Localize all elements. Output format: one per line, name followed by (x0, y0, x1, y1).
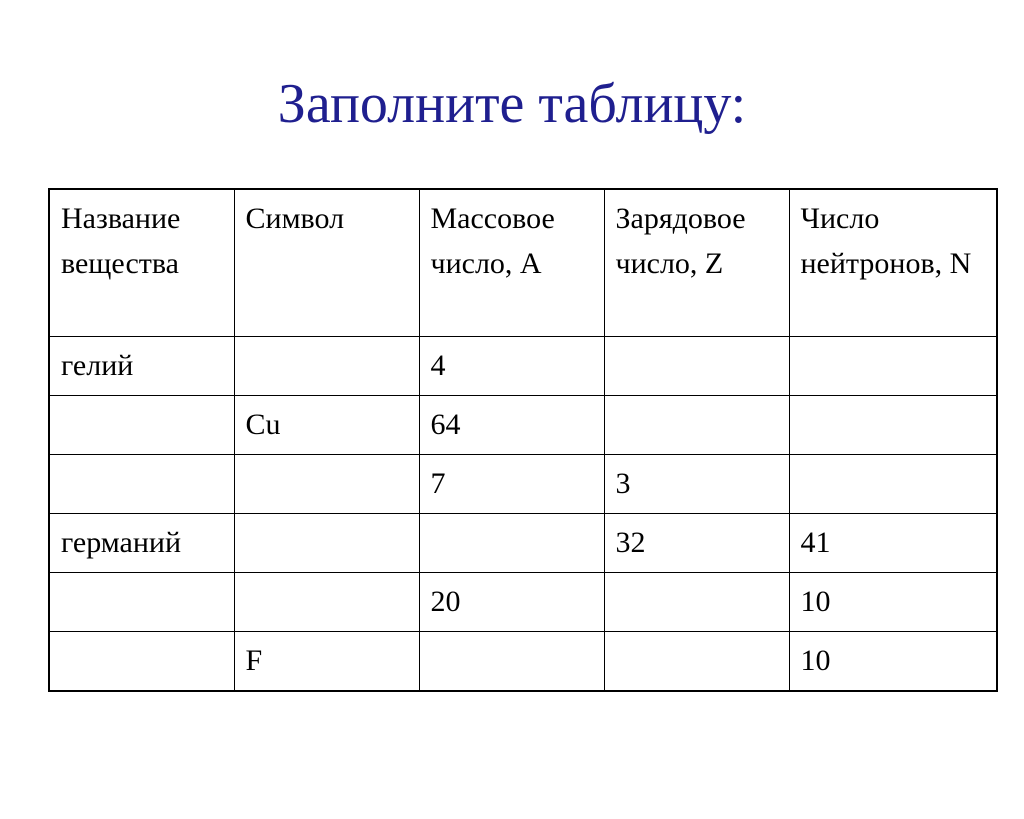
table-cell (419, 632, 604, 692)
table-cell (234, 455, 419, 514)
header-cell-symbol: Символ (234, 189, 419, 337)
table-cell (234, 514, 419, 573)
table-cell (604, 396, 789, 455)
table-cell: F (234, 632, 419, 692)
table-cell (604, 632, 789, 692)
table-cell (604, 573, 789, 632)
table-row (49, 337, 997, 396)
header-cell-mass-number: Массовое число, А (419, 189, 604, 337)
table-cell (234, 337, 419, 396)
table-cell: 32 (604, 514, 789, 573)
table-row (49, 514, 997, 573)
table-cell (49, 396, 234, 455)
table-cell (49, 573, 234, 632)
table-cell: 64 (419, 396, 604, 455)
header-cell-neutron-number: Число нейтронов, N (789, 189, 997, 337)
table-cell (604, 337, 789, 396)
table-cell (789, 337, 997, 396)
table-row (49, 455, 997, 514)
table-row (49, 396, 997, 455)
table-cell: 41 (789, 514, 997, 573)
table-cell: 3 (604, 455, 789, 514)
fill-in-table (48, 188, 998, 692)
table-cell: гелий (49, 337, 234, 396)
table-cell: 20 (419, 573, 604, 632)
table-cell (49, 632, 234, 692)
table-row (49, 573, 997, 632)
table-cell: 10 (789, 573, 997, 632)
table-cell (49, 455, 234, 514)
header-cell-charge-number: Зарядовое число, Z (604, 189, 789, 337)
table-cell (789, 455, 997, 514)
table-cell (419, 514, 604, 573)
table-cell: 7 (419, 455, 604, 514)
slide-title: Заполните таблицу: (277, 73, 747, 135)
table-container (48, 188, 998, 692)
table-row (49, 632, 997, 692)
header-cell-substance-name: Название вещества (49, 189, 234, 337)
table-cell (789, 396, 997, 455)
table-cell: 10 (789, 632, 997, 692)
table-cell (234, 573, 419, 632)
table-cell: 4 (419, 337, 604, 396)
table-cell: германий (49, 514, 234, 573)
table-cell: Cu (234, 396, 419, 455)
table-header-row (49, 189, 997, 337)
